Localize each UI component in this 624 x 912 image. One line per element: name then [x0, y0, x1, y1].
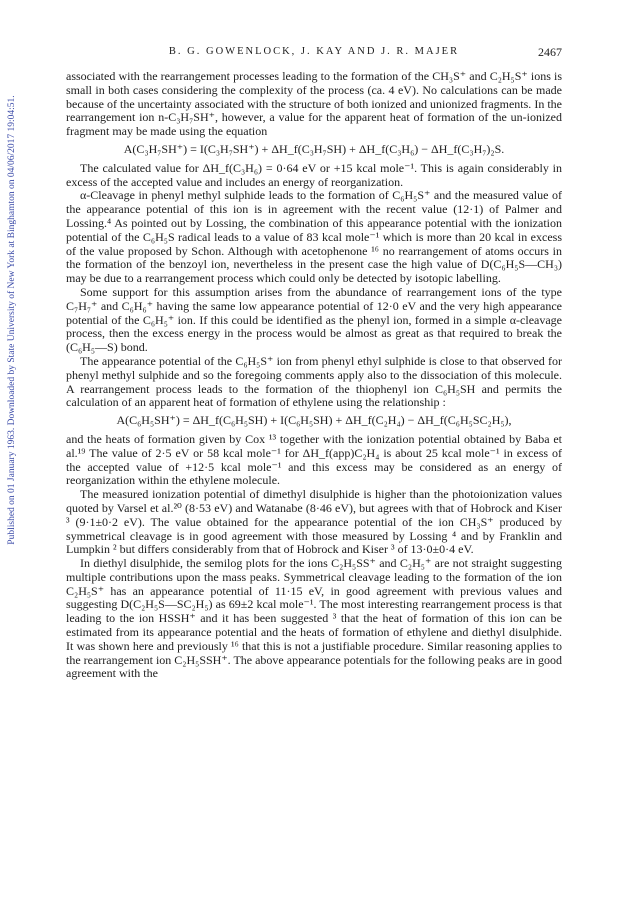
equation: A(C₃H₇SH⁺) = I(C₃H₇SH⁺) + ΔH_f(C₃H₇SH) + ΔH_f(C₃H₆) − ΔH_f(C₃H₇)₂S. — [123, 141, 505, 156]
download-notice-text: Published on 01 January 1963. Downloaded by State University of New York at Binghamton on 04/06/2017 19:04:51. — [7, 95, 17, 545]
equation: A(C₆H₅SH⁺) = ΔH_f(C₆H₅SH) + I(C₆H₅SH) + ΔH_f(C₂H₄) − ΔH_f(C₆H₅SC₂H₅), — [116, 413, 512, 428]
paragraph: The measured ionization potential of dimethyl disulphide is higher than the photoionization values quoted by Varsel et al.²⁰ (8·53 eV) and Watanabe (8·46 eV), but agrees with that of Hobrock and Kiser ³ (9·1±0·2 eV). The value obtained for the appearance potential of the ion CH₃S⁺ produced by symmetrical cleavage is in good agreement with those measured by Lossing ⁴ and by Franklin and Lumpkin ² but differs considerably from that of Hobrock and Kiser ³ of 13·0±0·4 eV. — [66, 487, 562, 557]
paragraph: The appearance potential of the C₆H₅S⁺ ion from phenyl ethyl sulphide is close to that observed for phenyl methyl sulphide and so the foregoing comments apply also to the dissociation of this molecule. A rearrangement process leads to the formation of the thiophenyl ion C₆H₅SH and permits the calculation of an apparent heat of formation of ethylene using the relationship : — [66, 353, 562, 410]
header-authors: B. G. GOWENLOCK, J. KAY AND J. R. MAJER — [168, 46, 460, 57]
download-notice — [4, 40, 20, 600]
paragraph: associated with the rearrangement processes leading to the formation of the CH₃S⁺ and C₂H₅S⁺ ions is small in both cases considering the complexity of the process (ca. 4 eV). No calculations can be made because of the uncertainty associated with the structure of both ionized and unionized fragments. In the rearrangement ion n-C₃H₇SH⁺, however, a value for the apparent heat of formation of the un-ionized fragment may be made using the equation — [66, 69, 562, 139]
paragraph: The calculated value for ΔH_f(C₃H₆) = 0·64 eV or +15 kcal mole⁻¹. This is again considerably in excess of the accepted value and includes an energy of reorganization. — [66, 160, 562, 189]
running-header — [66, 46, 562, 60]
paragraph: In diethyl disulphide, the semilog plots for the ions C₂H₅SS⁺ and C₂H₅⁺ are not straight suggesting multiple contributions upon the mass peaks. Symmetrical cleavage leading to the formation of the ion C₂H₅S⁺ has an appearance potential of 11·15 eV, in good agreement with previous values and suggesting D(C₂H₅S—SC₂H₅) as 69±2 kcal mole⁻¹. The most interesting rearrangement process is that leading to the ion HSSH⁺ and it has been suggested ³ that the heat of formation of this ion can be estimated from its appearance potential and the heats of formation of ethylene and diethyl disulphide. It was shown here and previously ¹⁶ that this is not a justifiable procedure. Similar reasoning applies to the rearrangement ion C₂H₅SSH⁺. The above appearance potentials for the following peaks are in good agreement with the — [66, 556, 562, 681]
paragraph: α-Cleavage in phenyl methyl sulphide leads to the formation of C₆H₅S⁺ and the measured value of the appearance potential of this ion is in agreement with the recent value (12·1) of Palmer and Lossing.⁴ As pointed out by Lossing, the combination of this appearance potential with the ionization potential of the C₆H₅S radical leads to a value of 83 kcal mole⁻¹ which is more than 20 kcal in excess of the value proposed by Schon. Although with acetophenone ¹⁶ no rearrangement of atoms occurs in the formation of the benzoyl ion, nevertheless in the present case the high value of D(C₆H₅S—CH₃) may be due to a rearrangement process which could only be detected by isotopic labelling. — [66, 188, 562, 286]
article-body — [66, 70, 562, 681]
page-number: 2467 — [538, 45, 562, 59]
paragraph: Some support for this assumption arises from the abundance of rearrangement ions of the type C₇H₇⁺ and C₆H₆⁺ having the same low appearance potential of 12·0 eV and the very high appearance potential of the C₆H₅⁺ ion. If this could be identified as the phenyl ion, formed in a simple α-cleavage process, then the excess energy in the process would be almost as great as that required to break the (C₆H₅—S) bond. — [66, 284, 562, 355]
paragraph: and the heats of formation given by Cox ¹³ together with the ionization potential obtained by Baba et al.¹⁹ The value of 2·5 eV or 58 kcal mole⁻¹ for ΔH_f(app)C₂H₄ is about 25 kcal mole⁻¹ in excess of the accepted value of +12·5 kcal mole⁻¹ and this excess may be considered as an energy of reorganization within the ethylene molecule. — [66, 431, 562, 488]
